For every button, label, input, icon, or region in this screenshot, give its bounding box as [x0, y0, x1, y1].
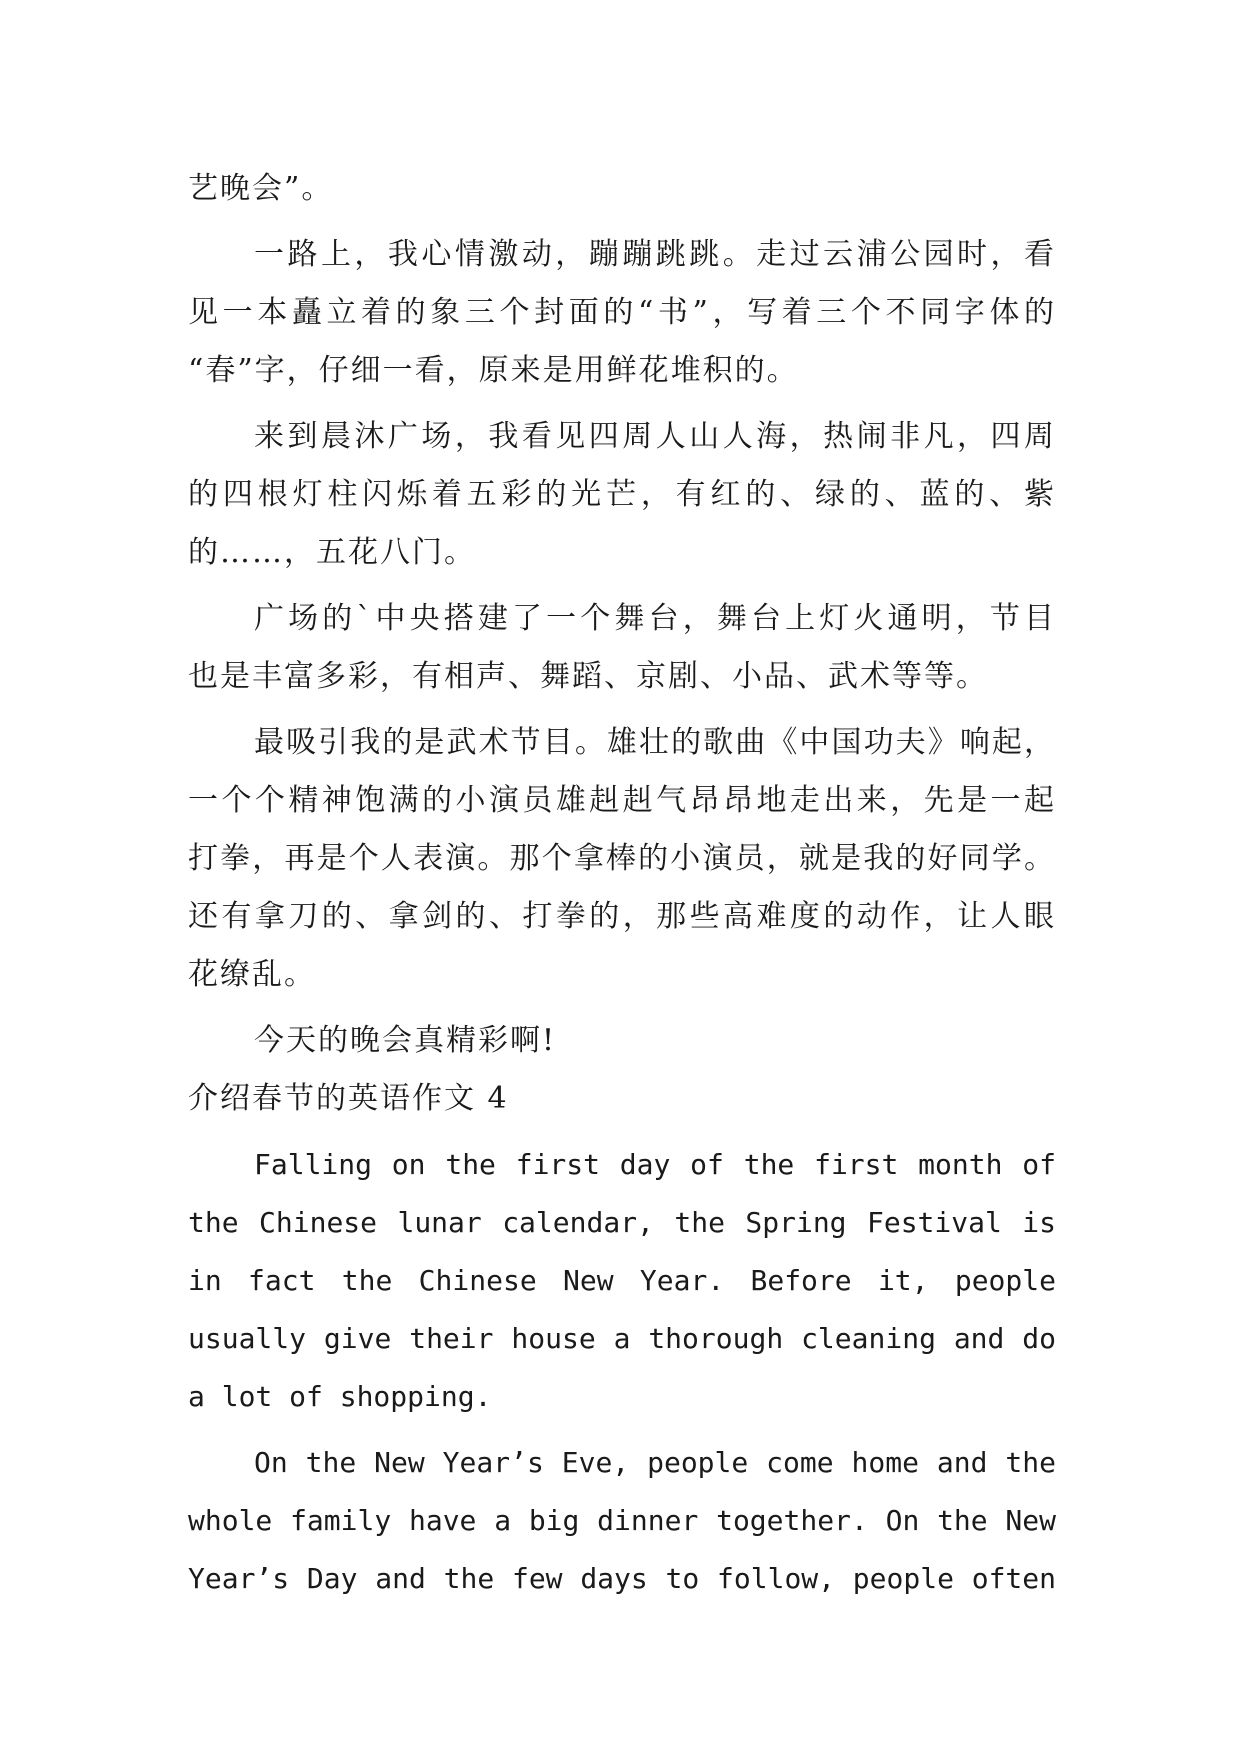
text-line: “春”字，仔细一看，原来是用鲜花堆积的。: [188, 353, 799, 388]
paragraph: [188, 408, 1056, 582]
text-line: 艺晚会”。: [188, 171, 334, 206]
text-line: 打拳，再是个人表演。那个拿棒的小演员，就是我的好同学。: [188, 841, 1056, 876]
text-line: On the New Year’s Eve, people come home and the: [254, 1446, 1056, 1479]
paragraph: [188, 160, 1056, 218]
paragraph: [188, 1136, 1056, 1426]
section-heading: 介绍春节的英语作文 4: [188, 1081, 509, 1116]
text-line: usually give their house a thorough cleaning and do: [188, 1322, 1056, 1355]
text-line: 今天的晚会真精彩啊!: [254, 1023, 557, 1058]
text-line: 的四根灯柱闪烁着五彩的光芒，有红的、绿的、蓝的、紫: [188, 477, 1056, 512]
text-line: Year’s Day and the few days to follow, people often: [188, 1562, 1056, 1595]
text-line: 的……，五花八门。: [188, 535, 476, 570]
text-line: 见一本矗立着的象三个封面的“书”，写着三个不同字体的: [188, 295, 1056, 330]
text-line: in fact the Chinese New Year. Before it, people: [188, 1264, 1056, 1297]
paragraph: [188, 1434, 1056, 1608]
text-line: 一个个精神饱满的小演员雄赳赳气昂昂地走出来，先是一起: [188, 783, 1056, 818]
text-line: whole family have a big dinner together. On the New: [188, 1504, 1056, 1537]
text-line: a lot of shopping.: [188, 1380, 492, 1413]
text-line: 一路上，我心情激动，蹦蹦跳跳。走过云浦公园时，看: [254, 237, 1056, 272]
paragraph: [188, 590, 1056, 706]
text-line: 也是丰富多彩，有相声、舞蹈、京剧、小品、武术等等。: [188, 659, 988, 694]
paragraph: [188, 226, 1056, 400]
document-page: [188, 160, 1056, 1608]
text-line: the Chinese lunar calendar, the Spring Festival is: [188, 1206, 1056, 1239]
paragraph: [188, 714, 1056, 1004]
paragraph: [188, 1012, 1056, 1070]
text-line: 花缭乱。: [188, 957, 316, 992]
text-line: 最吸引我的是武术节目。雄壮的歌曲《中国功夫》响起，: [254, 725, 1056, 760]
text-line: 还有拿刀的、拿剑的、打拳的，那些高难度的动作，让人眼: [188, 899, 1056, 934]
text-line: Falling on the first day of the first month of: [254, 1148, 1056, 1181]
text-line: 广场的`中央搭建了一个舞台，舞台上灯火通明，节目: [254, 601, 1056, 636]
text-line: 来到晨沐广场，我看见四周人山人海，热闹非凡，四周: [254, 419, 1056, 454]
